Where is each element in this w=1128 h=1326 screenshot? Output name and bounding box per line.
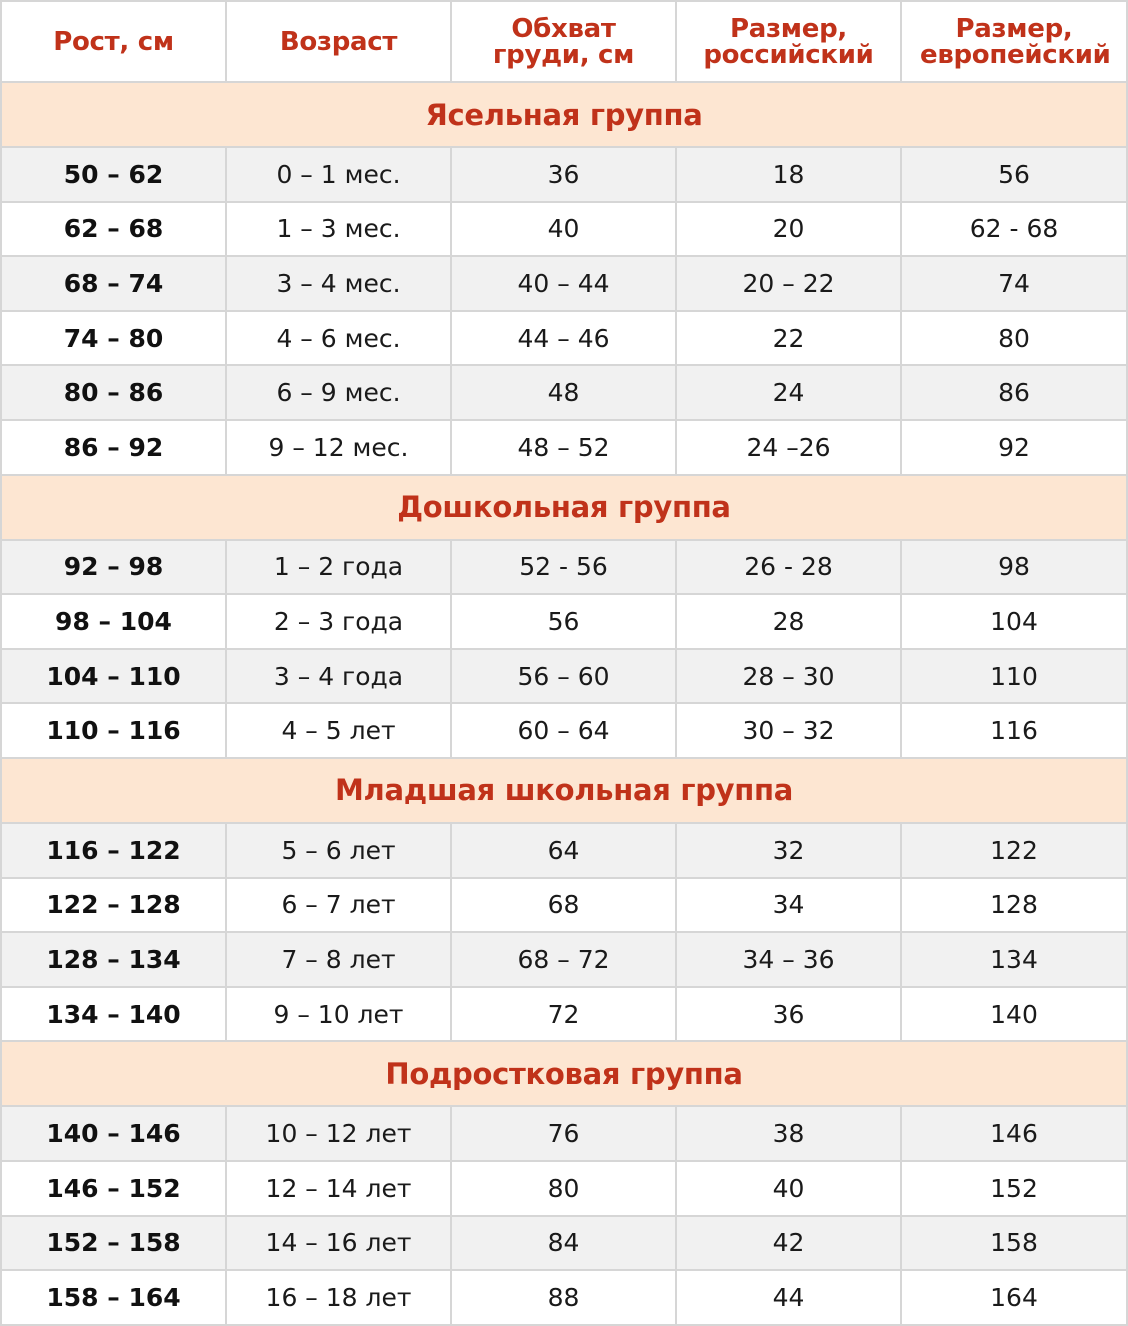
group-title: Подростковая группа — [1, 1041, 1127, 1106]
cell-size-ru: 20 – 22 — [676, 256, 901, 311]
group-header-row — [1, 475, 1127, 540]
table-row — [1, 594, 1127, 649]
cell-size-ru: 20 — [676, 202, 901, 257]
cell-size-eu: 158 — [901, 1216, 1127, 1271]
cell-age: 6 – 9 мес. — [226, 365, 451, 420]
cell-size-ru: 30 – 32 — [676, 703, 901, 758]
cell-chest: 52 - 56 — [451, 540, 676, 595]
table-row — [1, 147, 1127, 202]
cell-chest: 48 — [451, 365, 676, 420]
table-body — [1, 82, 1127, 1325]
cell-height: 110 – 116 — [1, 703, 226, 758]
cell-size-ru: 28 — [676, 594, 901, 649]
table-row — [1, 311, 1127, 366]
cell-size-eu: 92 — [901, 420, 1127, 475]
cell-size-ru: 22 — [676, 311, 901, 366]
cell-size-ru: 34 – 36 — [676, 932, 901, 987]
cell-age: 14 – 16 лет — [226, 1216, 451, 1271]
cell-size-eu: 116 — [901, 703, 1127, 758]
header-size-eu: Размер, европейский — [901, 1, 1127, 82]
table-row — [1, 987, 1127, 1042]
cell-size-eu: 80 — [901, 311, 1127, 366]
cell-chest: 56 — [451, 594, 676, 649]
cell-chest: 44 – 46 — [451, 311, 676, 366]
cell-chest: 48 – 52 — [451, 420, 676, 475]
cell-chest: 80 — [451, 1161, 676, 1216]
cell-chest: 68 – 72 — [451, 932, 676, 987]
cell-size-ru: 44 — [676, 1270, 901, 1325]
group-title: Дошкольная группа — [1, 475, 1127, 540]
cell-size-eu: 98 — [901, 540, 1127, 595]
cell-size-eu: 128 — [901, 878, 1127, 933]
cell-size-eu: 104 — [901, 594, 1127, 649]
table-row — [1, 878, 1127, 933]
cell-chest: 84 — [451, 1216, 676, 1271]
cell-height: 134 – 140 — [1, 987, 226, 1042]
cell-chest: 60 – 64 — [451, 703, 676, 758]
cell-age: 0 – 1 мес. — [226, 147, 451, 202]
cell-height: 158 – 164 — [1, 1270, 226, 1325]
table-row — [1, 823, 1127, 878]
cell-age: 6 – 7 лет — [226, 878, 451, 933]
cell-age: 4 – 5 лет — [226, 703, 451, 758]
cell-size-eu: 122 — [901, 823, 1127, 878]
table-row — [1, 1216, 1127, 1271]
cell-height: 116 – 122 — [1, 823, 226, 878]
cell-age: 9 – 10 лет — [226, 987, 451, 1042]
cell-size-eu: 110 — [901, 649, 1127, 704]
cell-age: 4 – 6 мес. — [226, 311, 451, 366]
group-title: Младшая школьная группа — [1, 758, 1127, 823]
cell-age: 1 – 3 мес. — [226, 202, 451, 257]
cell-age: 7 – 8 лет — [226, 932, 451, 987]
cell-size-eu: 62 - 68 — [901, 202, 1127, 257]
cell-size-ru: 26 - 28 — [676, 540, 901, 595]
cell-height: 62 – 68 — [1, 202, 226, 257]
cell-height: 74 – 80 — [1, 311, 226, 366]
cell-height: 128 – 134 — [1, 932, 226, 987]
cell-chest: 72 — [451, 987, 676, 1042]
cell-size-eu: 152 — [901, 1161, 1127, 1216]
cell-size-ru: 18 — [676, 147, 901, 202]
cell-age: 2 – 3 года — [226, 594, 451, 649]
cell-size-eu: 140 — [901, 987, 1127, 1042]
cell-height: 80 – 86 — [1, 365, 226, 420]
cell-size-eu: 56 — [901, 147, 1127, 202]
cell-chest: 56 – 60 — [451, 649, 676, 704]
table-row — [1, 932, 1127, 987]
cell-size-ru: 32 — [676, 823, 901, 878]
cell-age: 3 – 4 года — [226, 649, 451, 704]
cell-size-ru: 24 — [676, 365, 901, 420]
cell-size-eu: 164 — [901, 1270, 1127, 1325]
cell-height: 122 – 128 — [1, 878, 226, 933]
cell-age: 1 – 2 года — [226, 540, 451, 595]
table-row — [1, 1106, 1127, 1161]
table-row — [1, 1270, 1127, 1325]
cell-height: 50 – 62 — [1, 147, 226, 202]
cell-chest: 68 — [451, 878, 676, 933]
cell-size-eu: 134 — [901, 932, 1127, 987]
cell-age: 5 – 6 лет — [226, 823, 451, 878]
group-header-row — [1, 82, 1127, 147]
cell-size-ru: 28 – 30 — [676, 649, 901, 704]
cell-chest: 64 — [451, 823, 676, 878]
cell-height: 92 – 98 — [1, 540, 226, 595]
group-header-row — [1, 758, 1127, 823]
cell-size-eu: 86 — [901, 365, 1127, 420]
cell-height: 104 – 110 — [1, 649, 226, 704]
table-row — [1, 703, 1127, 758]
group-header-row — [1, 1041, 1127, 1106]
table-row — [1, 540, 1127, 595]
cell-size-ru: 42 — [676, 1216, 901, 1271]
cell-chest: 40 – 44 — [451, 256, 676, 311]
table-row — [1, 365, 1127, 420]
header-chest: Обхват груди, см — [451, 1, 676, 82]
cell-height: 140 – 146 — [1, 1106, 226, 1161]
cell-chest: 76 — [451, 1106, 676, 1161]
cell-height: 152 – 158 — [1, 1216, 226, 1271]
cell-height: 98 – 104 — [1, 594, 226, 649]
cell-chest: 36 — [451, 147, 676, 202]
cell-size-ru: 24 –26 — [676, 420, 901, 475]
cell-size-ru: 36 — [676, 987, 901, 1042]
cell-size-eu: 74 — [901, 256, 1127, 311]
cell-chest: 40 — [451, 202, 676, 257]
cell-chest: 88 — [451, 1270, 676, 1325]
cell-size-ru: 34 — [676, 878, 901, 933]
cell-height: 68 – 74 — [1, 256, 226, 311]
table-row — [1, 420, 1127, 475]
cell-size-ru: 38 — [676, 1106, 901, 1161]
cell-age: 10 – 12 лет — [226, 1106, 451, 1161]
cell-height: 86 – 92 — [1, 420, 226, 475]
cell-age: 12 – 14 лет — [226, 1161, 451, 1216]
cell-height: 146 – 152 — [1, 1161, 226, 1216]
table-row — [1, 649, 1127, 704]
header-row — [1, 1, 1127, 82]
cell-age: 3 – 4 мес. — [226, 256, 451, 311]
header-age: Возраст — [226, 1, 451, 82]
cell-size-ru: 40 — [676, 1161, 901, 1216]
cell-age: 9 – 12 мес. — [226, 420, 451, 475]
table-row — [1, 256, 1127, 311]
table-row — [1, 1161, 1127, 1216]
header-size-ru: Размер, российский — [676, 1, 901, 82]
cell-age: 16 – 18 лет — [226, 1270, 451, 1325]
header-height: Рост, см — [1, 1, 226, 82]
cell-size-eu: 146 — [901, 1106, 1127, 1161]
table-row — [1, 202, 1127, 257]
group-title: Ясельная группа — [1, 82, 1127, 147]
